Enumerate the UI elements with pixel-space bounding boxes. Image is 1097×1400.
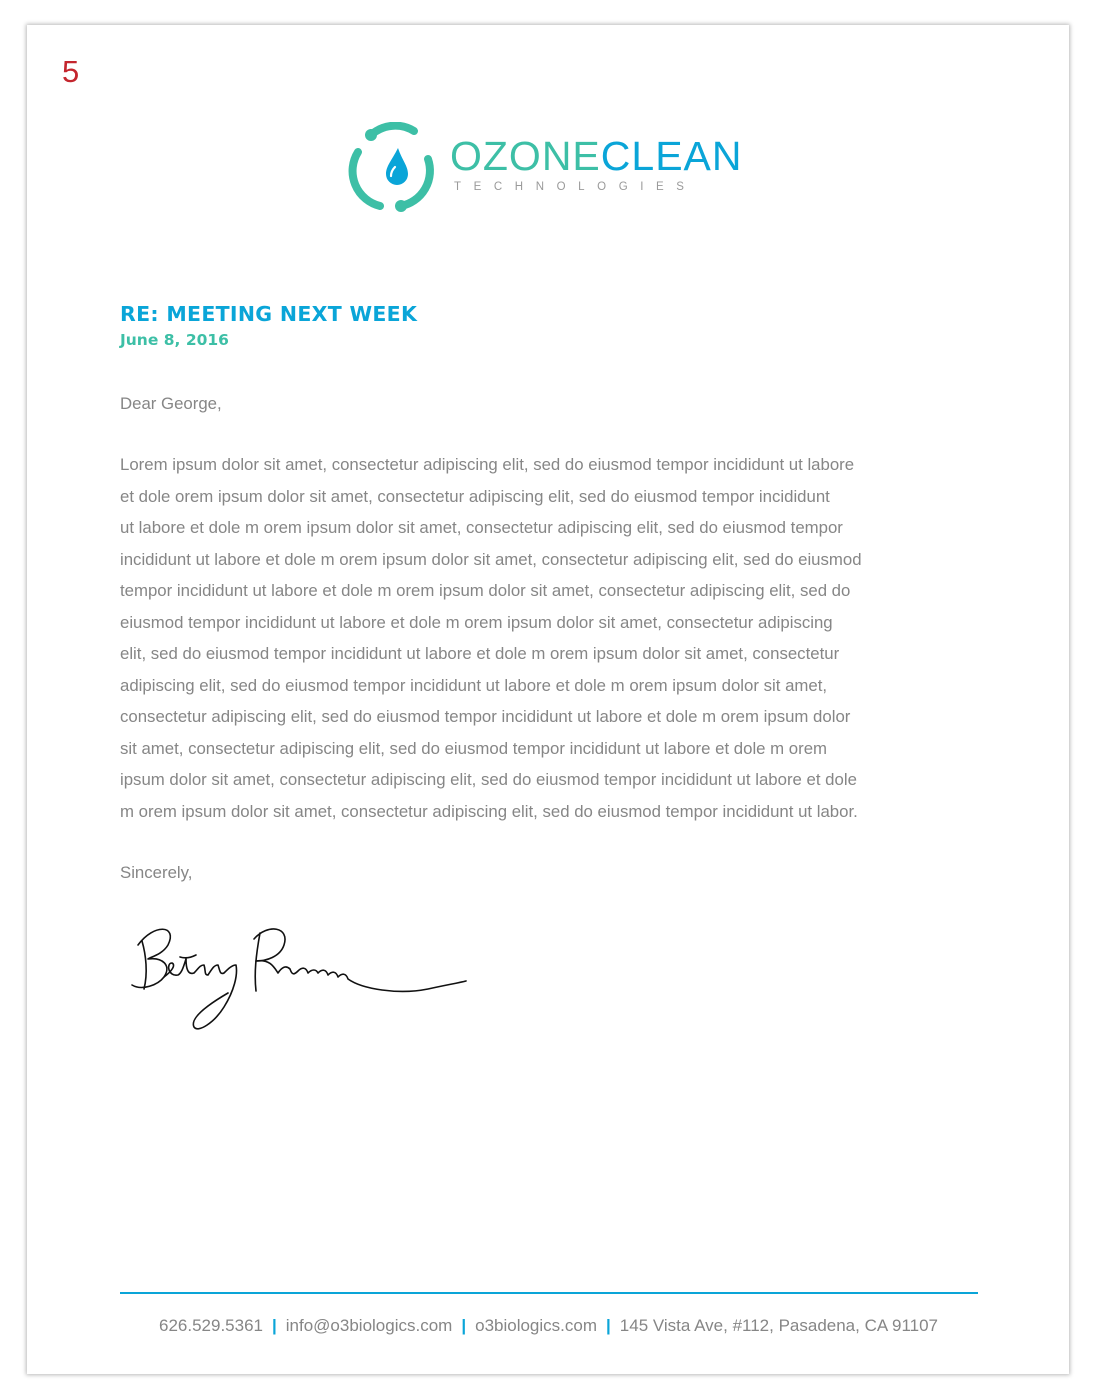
- footer-separator: |: [461, 1316, 467, 1335]
- letter-subject: RE: MEETING NEXT WEEK: [120, 302, 418, 326]
- letter-date: June 8, 2016: [120, 331, 229, 349]
- body-line: et dole orem ipsum dolor sit amet, consectetur adipiscing elit, sed do eiusmod tempor incididunt: [120, 486, 830, 506]
- logo-word-ozone: OZONE: [450, 133, 601, 179]
- body-line: elit, sed do eiusmod tempor incididunt ut labore et dole m orem ipsum dolor sit amet, consectetur: [120, 644, 840, 664]
- logo-tagline: TECHNOLOGIES: [454, 181, 697, 193]
- body-line: m orem ipsum dolor sit amet, consectetur adipiscing elit, sed do eiusmod tempor incididunt ut labor.: [120, 802, 858, 822]
- body-line: sit amet, consectetur adipiscing elit, sed do eiusmod tempor incididunt ut labore et dole m orem: [120, 738, 828, 758]
- body-line: consectetur adipiscing elit, sed do eiusmod tempor incididunt ut labore et dole m orem ipsum dolor: [120, 707, 851, 727]
- footer-email[interactable]: info@o3biologics.com: [285, 1316, 453, 1335]
- body-line: incididunt ut labore et dole m orem ipsum dolor sit amet, consectetur adipiscing elit, sed do eiusmod: [120, 549, 862, 569]
- body-line: Lorem ipsum dolor sit amet, consectetur adipiscing elit, sed do eiusmod tempor incididunt ut labore: [120, 455, 855, 474]
- logo-word-clean: CLEAN: [600, 133, 743, 179]
- body-line: adipiscing elit, sed do eiusmod tempor incididunt ut labore et dole m orem ipsum dolor sit amet,: [120, 675, 828, 695]
- page-number: 5: [62, 54, 80, 89]
- footer-separator: |: [272, 1316, 277, 1335]
- footer-phone: 626.529.5361: [159, 1316, 263, 1335]
- body-line: eiusmod tempor incididunt ut labore et dole m orem ipsum dolor sit amet, consectetur adipiscing: [120, 612, 833, 632]
- body-line: ipsum dolor sit amet, consectetur adipiscing elit, sed do eiusmod tempor incididunt ut labore et dole: [120, 770, 857, 790]
- footer-separator: |: [606, 1316, 611, 1335]
- footer-contact: [0, 1316, 1097, 1336]
- footer-website[interactable]: o3biologics.com: [475, 1316, 598, 1335]
- letter-greeting: Dear George,: [120, 394, 222, 413]
- water-drop-circle-icon: [344, 122, 438, 216]
- letter-body: [120, 449, 980, 828]
- footer-address: 145 Vista Ave, #112, Pasadena, CA 91107: [619, 1316, 938, 1335]
- company-logo: [344, 122, 764, 216]
- body-line: tempor incididunt ut labore et dole m orem ipsum dolor sit amet, consectetur adipiscing elit, sed do: [120, 581, 851, 601]
- logo-wordmark: [450, 133, 743, 179]
- body-line: ut labore et dole m orem ipsum dolor sit amet, consectetur adipiscing elit, sed do eiusmod tempor: [120, 518, 843, 538]
- handwritten-signature: [128, 915, 473, 1045]
- letter-closing: Sincerely,: [120, 863, 193, 882]
- footer-divider: [120, 1292, 978, 1294]
